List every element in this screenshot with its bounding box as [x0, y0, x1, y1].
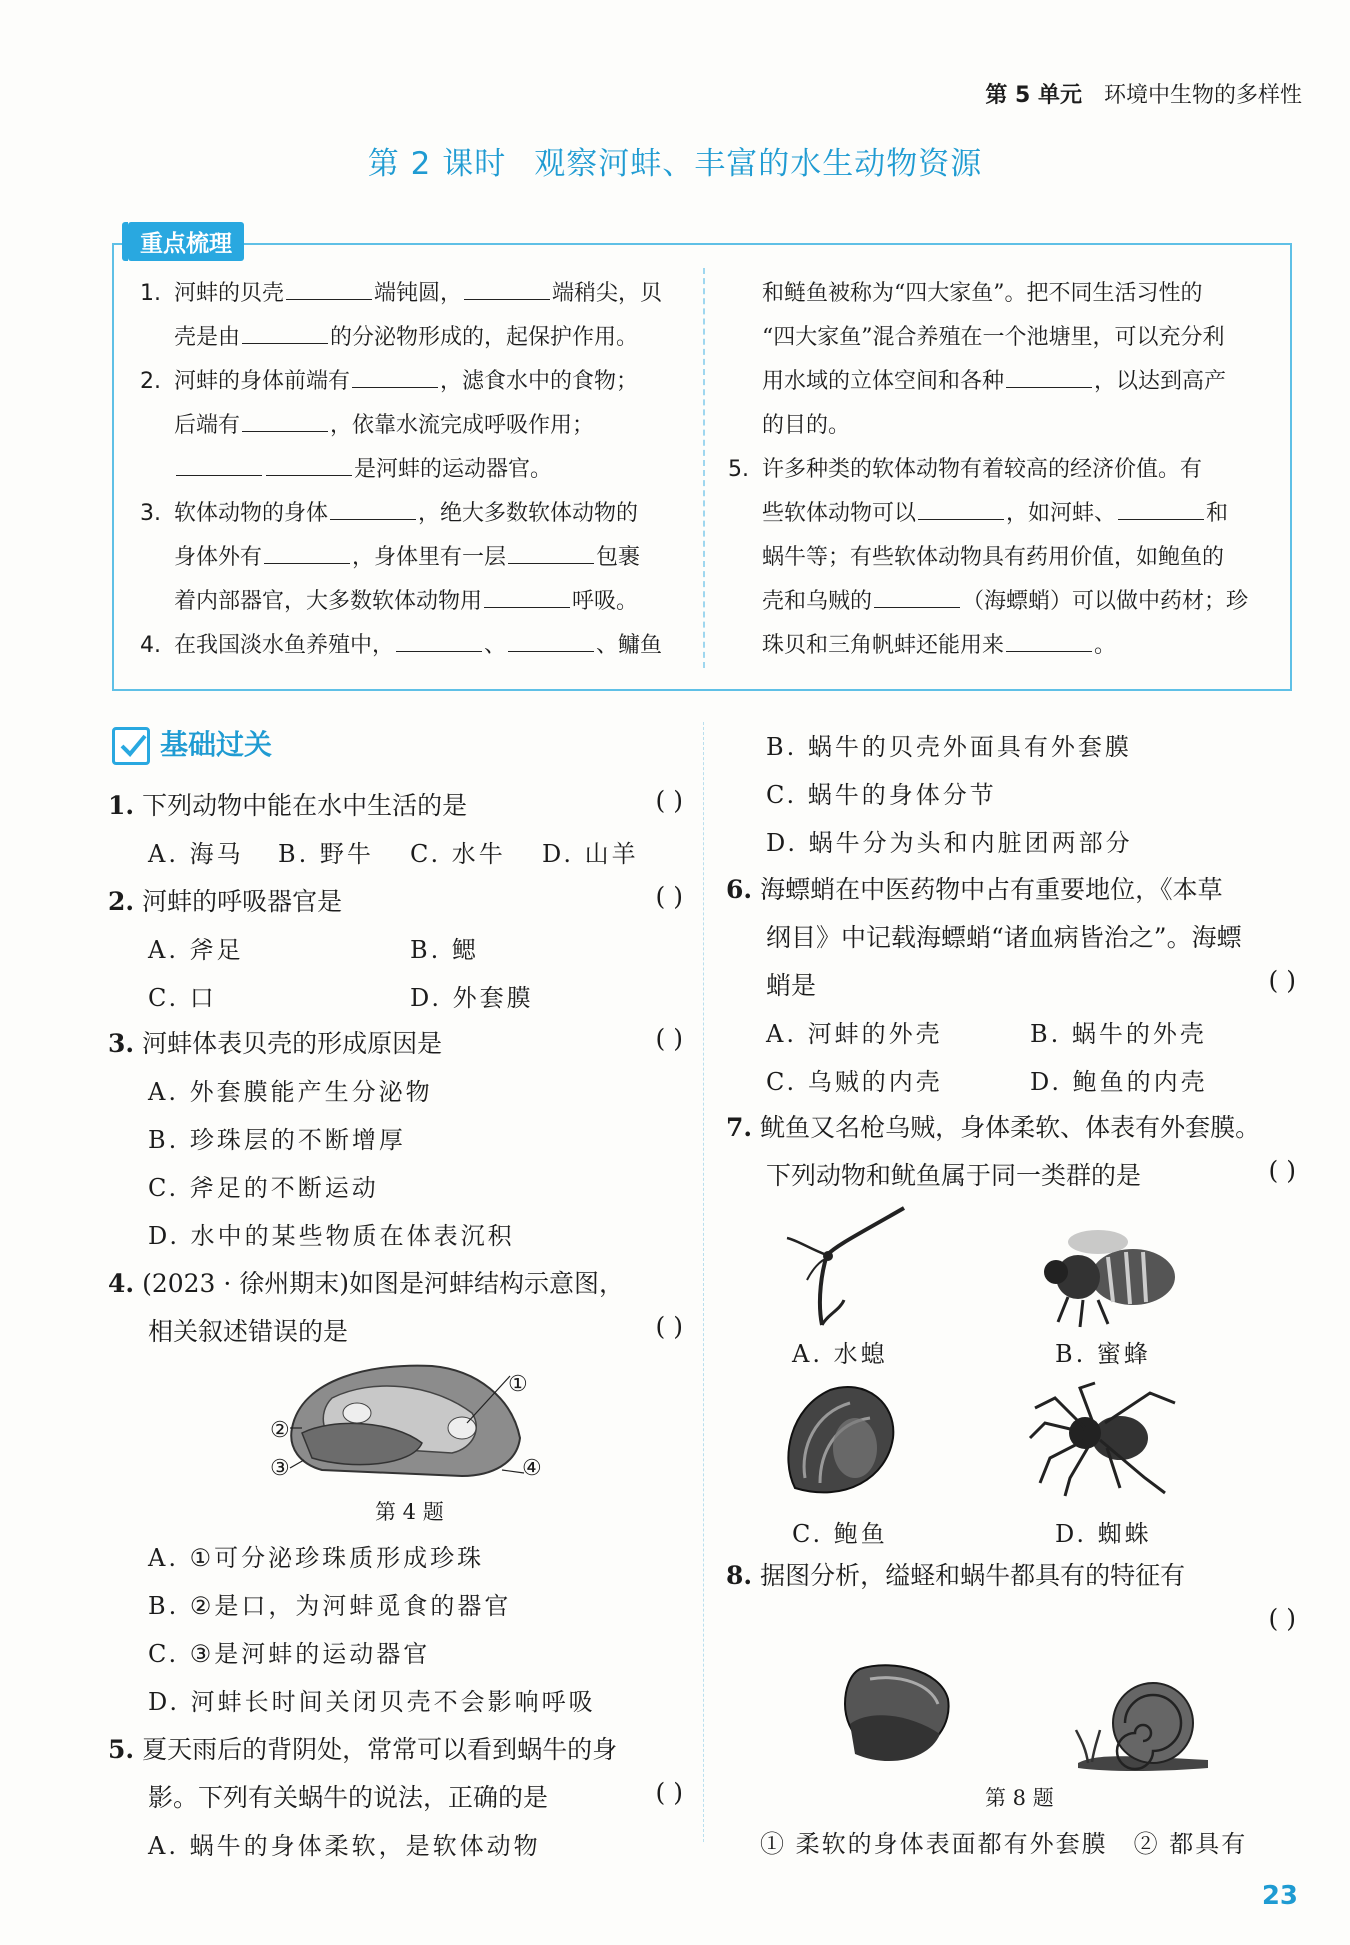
q8-stem: 据图分析，缢蛏和蜗牛都具有的特征有 [760, 1561, 1186, 1590]
unit-title: 环境中生物的多样性 [1103, 83, 1302, 108]
q1-option-d[interactable]: D. 山羊 [542, 840, 639, 868]
abalone-icon [775, 1378, 905, 1508]
q4-label-1: ① [508, 1372, 528, 1397]
q4-stem-line2: 相关叙述错误的是 [148, 1317, 349, 1346]
key-right-item-1-line-2 [728, 316, 1268, 360]
question-4: 4. (2023 · 徐州期末)如图是河蚌结构示意图， [108, 1269, 625, 1298]
text-segment: 的分泌物形成的，起保护作用。 [330, 325, 639, 350]
answer-paren[interactable]: ( ) [1268, 1156, 1296, 1185]
basics-label: 基础过关 [160, 728, 273, 761]
text-segment: 用水域的立体空间和各种 [762, 369, 1005, 394]
text-segment: ，身体里有一层 [352, 545, 507, 570]
q4-option-a[interactable]: A. ①可分泌珍珠质形成珍珠 [148, 1544, 485, 1572]
key-points-right-column [728, 272, 1268, 668]
fill-in-blank[interactable] [918, 497, 1004, 520]
text-segment: 和 [1206, 501, 1229, 526]
key-points-divider [703, 268, 705, 668]
q3-option-d[interactable]: D. 水中的某些物质在体表沉积 [148, 1222, 515, 1250]
fill-in-blank[interactable] [396, 629, 482, 652]
q5-stem-line2-row [148, 1778, 683, 1814]
q7-option-b[interactable]: B. 蜜蜂 [1055, 1340, 1151, 1368]
key-left-item-number: 4. [140, 633, 161, 658]
page-number: 23 [1261, 1881, 1298, 1911]
text-segment: “四大家鱼”混合养殖在一个池塘里，可以充分利 [762, 325, 1225, 350]
fill-in-blank[interactable] [286, 277, 372, 300]
fill-in-blank[interactable] [264, 541, 350, 564]
q4-label-3: ③ [270, 1456, 290, 1481]
key-left-item-2-line-1 [140, 360, 680, 404]
fill-in-blank[interactable] [508, 541, 594, 564]
key-left-item-4-line-1 [140, 624, 680, 668]
q4-label-2: ② [270, 1418, 290, 1443]
q2-option-d[interactable]: D. 外套膜 [410, 984, 534, 1012]
key-right-item-1-line-4 [728, 404, 1268, 448]
q6-option-a[interactable]: A. 河蚌的外壳 [766, 1020, 943, 1048]
q7-stem-line2: 下列动物和鱿鱼属于同一类群的是 [766, 1161, 1142, 1190]
key-right-item-2-line-5 [728, 624, 1268, 668]
key-left-item-2-line-2 [140, 404, 680, 448]
fill-in-blank[interactable] [352, 365, 438, 388]
text-segment: 和鲢鱼被称为“四大家鱼”。把不同生活习性的 [762, 281, 1203, 306]
q8-caption: 第 8 题 [985, 1786, 1054, 1810]
q5-stem-line1: 夏天雨后的背阴处，常常可以看到蜗牛的身 [142, 1735, 618, 1764]
text-segment: 河蚌的贝壳 [174, 281, 285, 306]
text-segment: ，如河蚌、 [1006, 501, 1117, 526]
q2-option-a[interactable]: A. 斧足 [148, 936, 244, 964]
q3-option-b[interactable]: B. 珍珠层的不断增厚 [148, 1126, 406, 1154]
fill-in-blank[interactable] [242, 409, 328, 432]
key-right-item-2-line-3 [728, 536, 1268, 580]
key-left-item-1-line-2 [140, 316, 680, 360]
q7-stem-line1: 鱿鱼又名枪乌贼，身体柔软、体表有外套膜。 [760, 1113, 1261, 1142]
checkbox-icon [112, 727, 150, 765]
q6-option-b[interactable]: B. 蜗牛的外壳 [1030, 1020, 1207, 1048]
text-segment: 是河蚌的运动器官。 [354, 457, 553, 482]
question-6: 6. 海螵蛸在中医药物中占有重要地位，《本草 [726, 875, 1223, 904]
key-left-item-3-line-2 [140, 536, 680, 580]
key-right-item-2-line-1 [728, 448, 1268, 492]
q4-caption: 第 4 题 [375, 1500, 444, 1524]
bee-icon [1038, 1222, 1188, 1332]
lesson-name: 观察河蚌、丰富的水生动物资源 [534, 146, 983, 182]
text-segment: 软体动物的身体 [174, 501, 329, 526]
question-7: 7. 鱿鱼又名枪乌贼，身体柔软、体表有外套膜。 [726, 1113, 1261, 1142]
column-divider [703, 722, 704, 1842]
text-segment: ，以达到高产 [1094, 369, 1227, 394]
q4-stem-line1: (2023 · 徐州期末)如图是河蚌结构示意图， [142, 1269, 625, 1298]
fill-in-blank[interactable] [330, 497, 416, 520]
q4-stem-line2-row [148, 1312, 683, 1348]
text-segment: 端稍尖，贝 [552, 281, 663, 306]
q6-option-c[interactable]: C. 乌贼的内壳 [766, 1068, 943, 1096]
key-left-item-3-line-1 [140, 492, 680, 536]
key-points-tag: 重点梳理 [128, 222, 244, 261]
q1-stem: 下列动物中能在水中生活的是 [142, 791, 468, 820]
q4-option-b[interactable]: B. ②是口，为河蚌觅食的器官 [148, 1592, 512, 1620]
q7-stem-line2-row [766, 1156, 1296, 1192]
q8-paren-row [766, 1604, 1296, 1633]
unit-number: 第 5 单元 [985, 83, 1082, 108]
text-segment: 。 [1094, 633, 1117, 658]
answer-paren[interactable]: ( ) [1268, 966, 1296, 995]
q1-option-b[interactable]: B. 野牛 [278, 840, 374, 868]
answer-paren[interactable]: ( ) [655, 882, 683, 911]
text-segment: 的目的。 [762, 413, 851, 438]
unit-header [985, 78, 1302, 109]
q5-stem-line2: 影。下列有关蜗牛的说法，正确的是 [148, 1783, 549, 1812]
key-right-item-1-line-3 [728, 360, 1268, 404]
answer-paren[interactable]: ( ) [655, 1024, 683, 1053]
key-right-item-2-line-4 [728, 580, 1268, 624]
q5-option-a[interactable]: A. 蜗牛的身体柔软，是软体动物 [148, 1832, 541, 1860]
text-segment: 端钝圆， [374, 281, 463, 306]
text-segment: 许多种类的软体动物有着较高的经济价值。有 [762, 457, 1203, 482]
q1-option-a[interactable]: A. 海马 [148, 840, 244, 868]
text-segment: （海螵蛸）可以做中药材；珍 [962, 589, 1249, 614]
q5-option-d[interactable]: D. 蜗牛分为头和内脏团两部分 [766, 829, 1133, 857]
question-8: 8. 据图分析，缢蛏和蜗牛都具有的特征有 [726, 1561, 1186, 1590]
fill-in-blank[interactable] [176, 453, 262, 476]
text-segment: 壳和乌贼的 [762, 589, 873, 614]
q6-stem-line2: 纲目》中记载海螵蛸“诸血病皆治之”。海螵 [766, 923, 1242, 952]
fill-in-blank[interactable] [484, 585, 570, 608]
q6-option-d[interactable]: D. 鲍鱼的内壳 [1030, 1068, 1208, 1096]
text-segment: 、鳙鱼 [596, 633, 663, 658]
q6-stem-line3: 蛸是 [766, 971, 817, 1000]
q3-option-a[interactable]: A. 外套膜能产生分泌物 [148, 1078, 433, 1106]
q2-option-c[interactable]: C. 口 [148, 984, 217, 1012]
q7-option-a[interactable]: A. 水螅 [792, 1340, 888, 1368]
answer-paren[interactable]: ( ) [655, 1778, 683, 1807]
text-segment: 河蚌的身体前端有 [174, 369, 351, 394]
q7-option-c[interactable]: C. 鲍鱼 [792, 1520, 888, 1548]
fill-in-blank[interactable] [1118, 497, 1204, 520]
question-3: 3. 河蚌体表贝壳的形成原因是 ( ) [108, 1024, 683, 1058]
key-left-item-1-line-1 [140, 272, 680, 316]
text-segment: 身体外有 [174, 545, 263, 570]
key-left-item-3-line-3 [140, 580, 680, 624]
lesson-number: 第 2 课时 [367, 146, 507, 182]
q4-label-4: ④ [522, 1456, 542, 1481]
q6-stem-line3-row [766, 966, 1296, 1002]
key-right-item-1-line-1 [728, 272, 1268, 316]
razor-clam-icon [830, 1654, 970, 1774]
q8-statement: ① 柔软的身体表面都有外套膜 ② 都具有 [760, 1830, 1248, 1858]
q3-option-c[interactable]: C. 斧足的不断运动 [148, 1174, 379, 1202]
q5-option-c[interactable]: C. 蜗牛的身体分节 [766, 781, 997, 809]
q4-option-c[interactable]: C. ③是河蚌的运动器官 [148, 1640, 431, 1668]
question-1: 1. 下列动物中能在水中生活的是 ( ) [108, 786, 683, 820]
text-segment: 壳是由 [174, 325, 241, 350]
q3-stem: 河蚌体表贝壳的形成原因是 [142, 1029, 443, 1058]
q2-option-b[interactable]: B. 鳃 [410, 936, 479, 964]
text-segment: 、 [484, 633, 507, 658]
key-left-item-number: 3. [140, 501, 161, 526]
fill-in-blank[interactable] [464, 277, 550, 300]
text-segment: ，依靠水流完成呼吸作用； [330, 413, 595, 438]
q6-stem-line1: 海螵蛸在中医药物中占有重要地位，《本草 [760, 875, 1223, 904]
text-segment: ，滤食水中的食物； [440, 369, 639, 394]
text-segment: 着内部器官，大多数软体动物用 [174, 589, 483, 614]
q1-option-c[interactable]: C. 水牛 [410, 840, 506, 868]
question-5: 5. 夏天雨后的背阴处，常常可以看到蜗牛的身 [108, 1735, 618, 1764]
fill-in-blank[interactable] [242, 321, 328, 344]
fill-in-blank[interactable] [508, 629, 594, 652]
lesson-title [0, 138, 1350, 183]
key-left-item-number: 2. [140, 369, 161, 394]
question-2: 2. 河蚌的呼吸器官是 ( ) [108, 882, 683, 916]
key-left-item-2-line-3 [140, 448, 680, 492]
text-segment: 珠贝和三角帆蚌还能用来 [762, 633, 1005, 658]
spider-icon [1025, 1378, 1185, 1498]
key-left-item-number: 1. [140, 281, 161, 306]
q5-option-b[interactable]: B. 蜗牛的贝壳外面具有外套膜 [766, 733, 1132, 761]
text-segment: 些软体动物可以 [762, 501, 917, 526]
fill-in-blank[interactable] [266, 453, 352, 476]
text-segment: 蜗牛等；有些软体动物具有药用价值，如鲍鱼的 [762, 545, 1225, 570]
fill-in-blank[interactable] [1006, 365, 1092, 388]
q4-option-d[interactable]: D. 河蚌长时间关闭贝壳不会影响呼吸 [148, 1688, 596, 1716]
key-right-item-2-line-2 [728, 492, 1268, 536]
text-segment: 呼吸。 [572, 589, 639, 614]
snail-icon [1068, 1668, 1218, 1778]
q2-stem: 河蚌的呼吸器官是 [142, 887, 343, 916]
hydra-icon [782, 1200, 912, 1330]
text-segment: ，绝大多数软体动物的 [418, 501, 639, 526]
fill-in-blank[interactable] [1006, 629, 1092, 652]
key-right-item-number: 5. [728, 457, 749, 482]
answer-paren[interactable]: ( ) [1268, 1604, 1296, 1633]
text-segment: 在我国淡水鱼养殖中， [174, 633, 395, 658]
text-segment: 后端有 [174, 413, 241, 438]
text-segment: 包裹 [596, 545, 641, 570]
fill-in-blank[interactable] [874, 585, 960, 608]
answer-paren[interactable]: ( ) [655, 786, 683, 815]
q7-option-d[interactable]: D. 蜘蛛 [1055, 1520, 1152, 1548]
answer-paren[interactable]: ( ) [655, 1312, 683, 1341]
key-points-left-column [140, 272, 680, 668]
